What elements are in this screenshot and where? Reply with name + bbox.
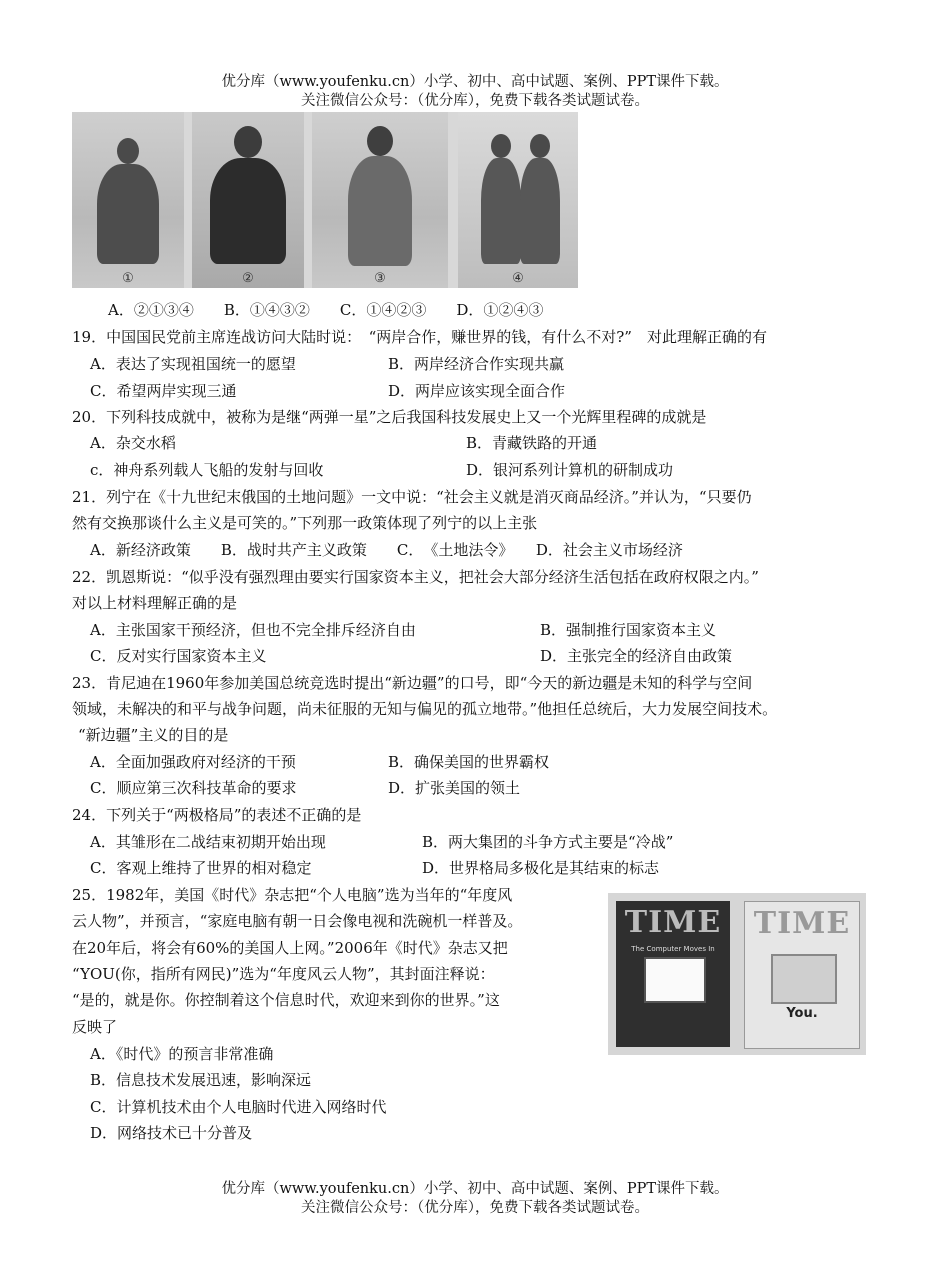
time-cover-2006 — [744, 901, 860, 1049]
q20-stem: 20．下列科技成就中，被称为是继“两弹一星”之后我国科技发展史上又一个光辉里程碑的成就是 — [72, 408, 707, 426]
cover-subtitle: The Computer Moves In — [631, 945, 715, 953]
time-cover-1982 — [616, 901, 730, 1047]
q21-stem-2: 然有交换那谈什么主义是可笑的。”下列那一政策体现了列宁的以上主张 — [72, 514, 538, 532]
figure-head — [117, 138, 139, 164]
q22-option-b: B．强制推行国家资本主义 — [540, 621, 717, 639]
cover-title: TIME — [624, 905, 722, 940]
q25-stem-4: “YOU(你，指所有网民)”选为“年度风云人物”，其封面注释说： — [72, 965, 495, 983]
q25-option-b: B．信息技术发展迅速，影响深远 — [90, 1071, 312, 1089]
photo-strip — [72, 112, 578, 288]
q22-option-d: D．主张完全的经济自由政策 — [540, 647, 733, 665]
photo-label: ① — [122, 271, 134, 286]
q25-stem-5: “是的，就是你。你控制着这个信息时代，欢迎来到你的世界。”这 — [72, 991, 500, 1009]
q23-stem-3: “新边疆”主义的目的是 — [78, 726, 229, 744]
footer-line-2: 关注微信公众号：（优分库），免费下载各类试题试卷。 — [301, 1200, 649, 1216]
q19-option-a: A．表达了实现祖国统一的愿望 — [90, 355, 296, 373]
cover-title: TIME — [753, 906, 851, 941]
q18-options: A．②①③④ B．①④③② C．①④②③ D．①②④③ — [108, 301, 544, 319]
q24-stem: 24．下列关于“两极格局”的表述不正确的是 — [72, 806, 362, 824]
q22-stem-2: 对以上材料理解正确的是 — [72, 594, 238, 612]
footer-line-1: 优分库（www.youfenku.cn）小学、初中、高中试题、案例、PPT课件下载。 — [221, 1181, 729, 1197]
q25-stem-2: 云人物”，并预言，“家庭电脑有朝一日会像电视和洗碗机一样普及。 — [72, 912, 523, 930]
q22-option-c: C．反对实行国家资本主义 — [90, 647, 267, 665]
q20-option-b: B．青藏铁路的开通 — [466, 434, 598, 452]
cover-you-text: You. — [786, 1006, 818, 1021]
figure-head — [367, 126, 393, 156]
q25-option-d: D．网络技术已十分普及 — [90, 1124, 253, 1142]
q25-stem-6: 反映了 — [72, 1018, 118, 1036]
figure-head — [491, 134, 511, 158]
q24-option-d: D．世界格局多极化是其结束的标志 — [422, 859, 660, 877]
q25-stem-3: 在20年后，将会有60%的美国人上网。”2006年《时代》杂志又把 — [72, 939, 508, 957]
q19-stem: 19．中国国民党前主席连战访问大陆时说： “两岸合作，赚世界的钱，有什么不对?” 对此理解正确的有 — [72, 328, 767, 346]
time-covers-image — [608, 893, 866, 1055]
q23-option-d: D．扩张美国的领土 — [388, 779, 521, 797]
q22-option-a: A．主张国家干预经济，但也不完全排斥经济自由 — [90, 621, 416, 639]
figure-body — [97, 164, 159, 264]
q24-option-b: B．两大集团的斗争方式主要是“冷战” — [422, 833, 674, 851]
q25-option-a: A．《时代》的预言非常准确 — [90, 1045, 274, 1063]
q25-option-c: C．计算机技术由个人电脑时代进入网络时代 — [90, 1098, 387, 1116]
q22-stem-1: 22．凯恩斯说：“似乎没有强烈理由要实行国家资本主义，把社会大部分经济生活包括在政府权限之内。” — [72, 568, 759, 586]
q23-option-a: A．全面加强政府对经济的干预 — [90, 753, 296, 771]
photo-label: ④ — [512, 271, 524, 286]
figure-body — [520, 158, 560, 264]
q20-option-c: c．神舟系列载人飞船的发射与回收 — [90, 461, 324, 479]
q20-option-d: D．银河系列计算机的研制成功 — [466, 461, 674, 479]
photo-2 — [192, 112, 304, 288]
figure-body — [210, 158, 286, 264]
q23-option-c: C．顺应第三次科技革命的要求 — [90, 779, 297, 797]
q20-option-a: A．杂交水稻 — [90, 434, 176, 452]
q24-option-c: C．客观上维持了世界的相对稳定 — [90, 859, 312, 877]
figure-head — [530, 134, 550, 158]
figure-body — [481, 158, 521, 264]
q21-stem-1: 21．列宁在《十九世纪末俄国的土地问题》一文中说：“社会主义就是消灭商品经济。”并认为，“只要仍 — [72, 488, 752, 506]
q23-option-b: B．确保美国的世界霸权 — [388, 753, 550, 771]
q19-option-c: C．希望两岸实现三通 — [90, 382, 237, 400]
computer-figure — [644, 957, 706, 1003]
photo-3 — [312, 112, 448, 288]
q21-options: A．新经济政策 B．战时共产主义政策 C． 《土地法令》 D．社会主义市场经济 — [90, 541, 683, 559]
q23-stem-2: 领域，未解决的和平与战争问题，尚未征服的无知与偏见的孤立地带。”他担任总统后，大力发展空间技术。 — [72, 700, 778, 718]
q23-stem-1: 23．肯尼迪在1960年参加美国总统竞选时提出“新边疆”的口号，即“今天的新边疆是未知的科学与空间 — [72, 674, 753, 692]
header-line-1: 优分库（www.youfenku.cn）小学、初中、高中试题、案例、PPT课件下载。 — [221, 74, 729, 90]
photo-label: ③ — [374, 271, 386, 286]
figure-head — [234, 126, 262, 158]
photo-4 — [458, 112, 578, 288]
header-line-2: 关注微信公众号：（优分库），免费下载各类试题试卷。 — [301, 93, 649, 109]
monitor-screen — [771, 954, 837, 1004]
q25-stem-1: 25．1982年，美国《时代》杂志把“个人电脑”选为当年的“年度风 — [72, 886, 513, 904]
photo-label: ② — [242, 271, 254, 286]
photo-1 — [72, 112, 184, 288]
q19-option-b: B．两岸经济合作实现共赢 — [388, 355, 565, 373]
figure-body — [348, 156, 412, 266]
q24-option-a: A．其雏形在二战结束初期开始出现 — [90, 833, 326, 851]
q19-option-d: D．两岸应该实现全面合作 — [388, 382, 566, 400]
